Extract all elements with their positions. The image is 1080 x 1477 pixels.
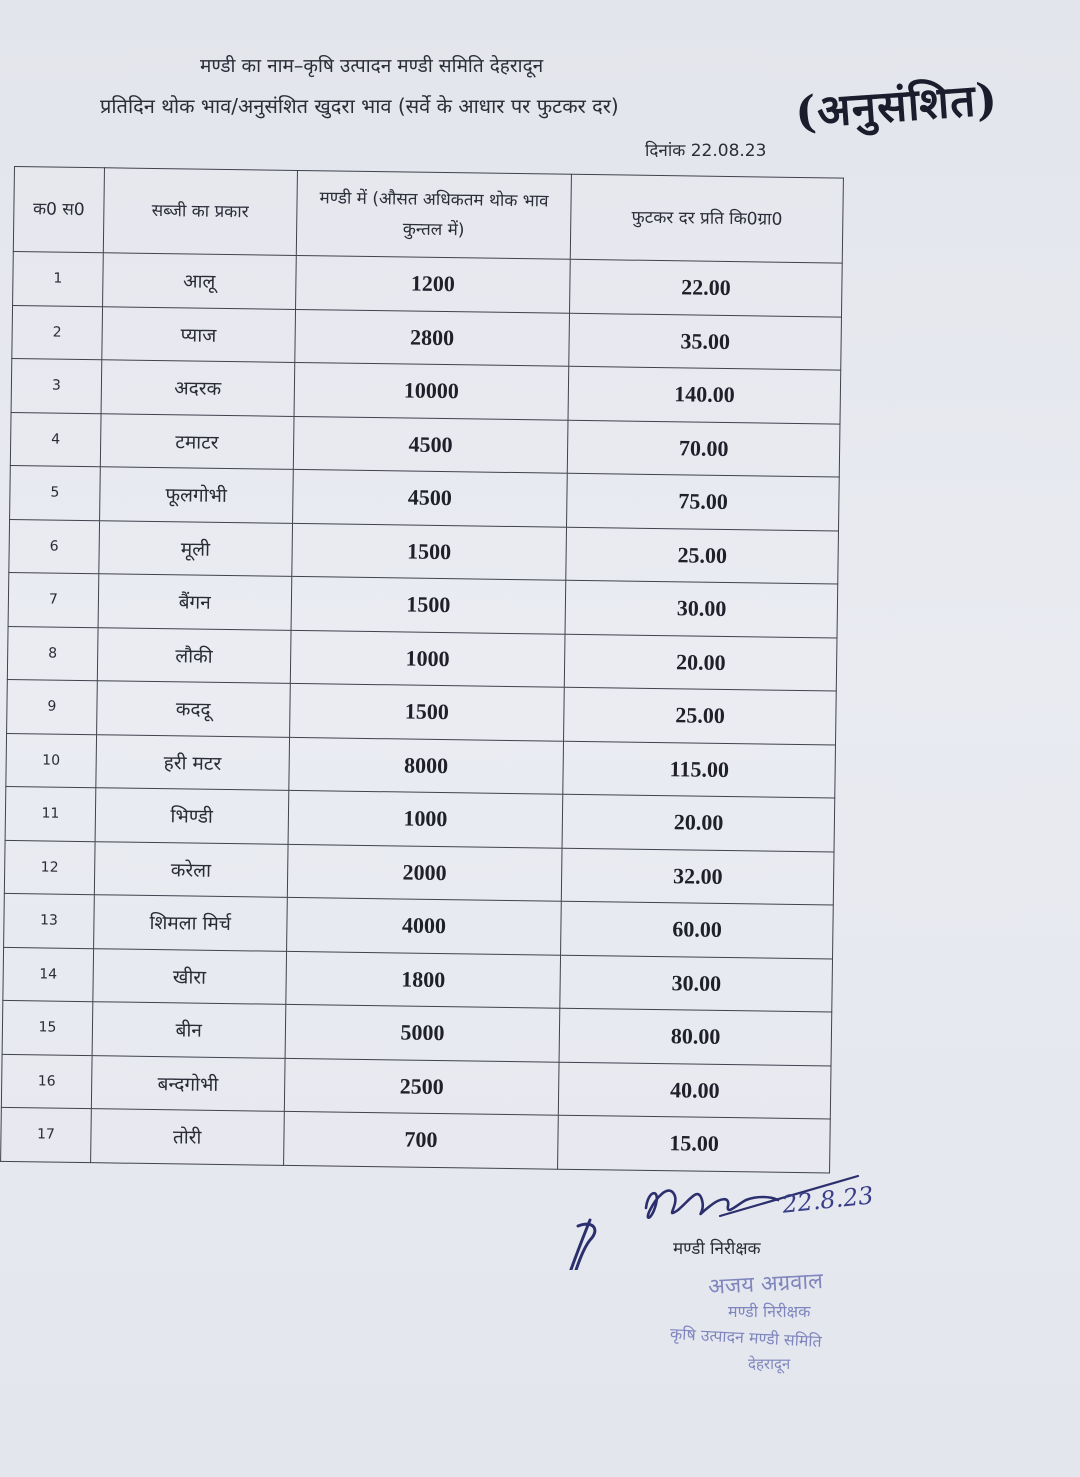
serial-number-cell: 4: [10, 412, 101, 467]
vegetable-name-cell: मूली: [99, 520, 293, 576]
serial-number-cell: 17: [1, 1107, 92, 1162]
retail-rate-cell: 25.00: [564, 687, 836, 744]
wholesale-price-cell: 2500: [284, 1058, 559, 1115]
vegetable-name-cell: शिमला मिर्च: [93, 895, 287, 951]
wholesale-price-cell: 1000: [290, 630, 565, 687]
vegetable-name-cell: फूलगोभी: [99, 467, 293, 523]
retail-rate-cell: 115.00: [563, 741, 835, 798]
retail-rate-cell: 60.00: [561, 901, 833, 958]
wholesale-price-cell: 4500: [293, 416, 568, 473]
seal-designation: मण्डी निरीक्षक: [728, 1302, 811, 1321]
serial-number-cell: 7: [8, 572, 99, 627]
wholesale-price-cell: 4000: [286, 897, 561, 954]
retail-rate-cell: 25.00: [566, 527, 838, 584]
header-retail-rate: फुटकर दर प्रति कि0ग्रा0: [571, 174, 844, 263]
serial-number-cell: 16: [1, 1054, 92, 1109]
recommended-stamp: (अनुसंशित): [793, 73, 1000, 140]
wholesale-price-cell: 1200: [295, 255, 570, 312]
serial-number-cell: 14: [3, 947, 94, 1002]
serial-number-cell: 12: [4, 840, 95, 895]
header-vegetable-type: सब्जी का प्रकार: [103, 168, 297, 256]
vegetable-name-cell: भिण्डी: [95, 788, 289, 844]
vegetable-name-cell: खीरा: [93, 948, 287, 1004]
vegetable-name-cell: तोरी: [90, 1109, 284, 1165]
seal-city: देहरादून: [748, 1355, 791, 1373]
serial-number-cell: 11: [5, 786, 96, 841]
wholesale-price-cell: 10000: [294, 362, 569, 419]
seal-committee: कृषि उत्पादन मण्डी समिति: [669, 1324, 823, 1351]
retail-rate-cell: 15.00: [558, 1115, 830, 1172]
wholesale-price-cell: 1000: [288, 790, 563, 847]
wholesale-price-cell: 2800: [294, 309, 569, 366]
signature-date: 22.8.23: [780, 1181, 875, 1219]
inspector-title: मण्डी निरीक्षक: [673, 1239, 761, 1259]
serial-number-cell: 1: [13, 251, 104, 306]
vegetable-name-cell: लौकी: [97, 627, 291, 683]
serial-number-cell: 8: [7, 626, 98, 681]
wholesale-price-cell: 1800: [285, 951, 560, 1008]
vegetable-name-cell: बीन: [92, 1002, 286, 1058]
vegetable-name-cell: करेला: [94, 841, 288, 897]
vegetable-name-cell: आलू: [102, 253, 296, 309]
retail-rate-cell: 40.00: [559, 1062, 831, 1119]
serial-number-cell: 6: [9, 519, 100, 574]
wholesale-price-cell: 2000: [287, 844, 562, 901]
vegetable-name-cell: बैंगन: [98, 574, 292, 630]
serial-number-cell: 10: [6, 733, 97, 788]
retail-rate-cell: 20.00: [565, 634, 837, 691]
vegetable-name-cell: टमाटर: [100, 413, 294, 469]
document-date: दिनांक 22.08.23: [645, 141, 767, 161]
market-name-heading: मण्डी का नाम–कृषि उत्पादन मण्डी समिति देहरादून: [200, 55, 544, 77]
wholesale-price-cell: 8000: [288, 737, 563, 794]
table-header-row: [13, 167, 843, 264]
vegetable-name-cell: प्याज: [102, 306, 296, 362]
retail-rate-cell: 35.00: [569, 313, 841, 370]
wholesale-price-cell: 700: [283, 1111, 558, 1168]
rate-type-heading: प्रतिदिन थोक भाव/अनुसंशित खुदरा भाव (सर्वे के आधार पर फुटकर दर): [100, 94, 619, 118]
retail-rate-cell: 75.00: [567, 473, 839, 530]
signature-block: [560, 1160, 940, 1390]
retail-rate-cell: 140.00: [568, 366, 840, 423]
rates-table: [0, 166, 844, 1173]
header-serial-number: क0 स0: [13, 167, 104, 253]
retail-rate-cell: 70.00: [568, 420, 840, 477]
serial-number-cell: 9: [7, 679, 98, 734]
serial-number-cell: 5: [10, 465, 101, 520]
wholesale-price-cell: 5000: [285, 1004, 560, 1061]
vegetable-name-cell: कददू: [96, 681, 290, 737]
wholesale-price-cell: 1500: [291, 576, 566, 633]
serial-number-cell: 15: [2, 1000, 93, 1055]
serial-number-cell: 13: [4, 893, 95, 948]
serial-number-cell: 3: [11, 358, 102, 413]
serial-number-cell: 2: [12, 305, 103, 360]
vegetable-name-cell: बन्दगोभी: [91, 1055, 285, 1111]
wholesale-price-cell: 1500: [291, 523, 566, 580]
wholesale-price-cell: 4500: [292, 469, 567, 526]
retail-rate-cell: 30.00: [560, 955, 832, 1012]
retail-rate-cell: 22.00: [570, 259, 842, 316]
retail-rate-cell: 30.00: [565, 580, 837, 637]
retail-rate-cell: 20.00: [562, 794, 834, 851]
header-wholesale-price: मण्डी में (औसत अधिकतम थोक भाव कुन्तल में): [296, 170, 572, 259]
retail-rate-cell: 32.00: [562, 848, 834, 905]
table-body: [1, 251, 843, 1172]
retail-rate-cell: 80.00: [559, 1008, 831, 1065]
seal-name: अजय अग्रवाल: [707, 1269, 824, 1300]
wholesale-price-cell: 1500: [289, 683, 564, 740]
vegetable-name-cell: हरी मटर: [96, 734, 290, 790]
vegetable-name-cell: अदरक: [101, 360, 295, 416]
